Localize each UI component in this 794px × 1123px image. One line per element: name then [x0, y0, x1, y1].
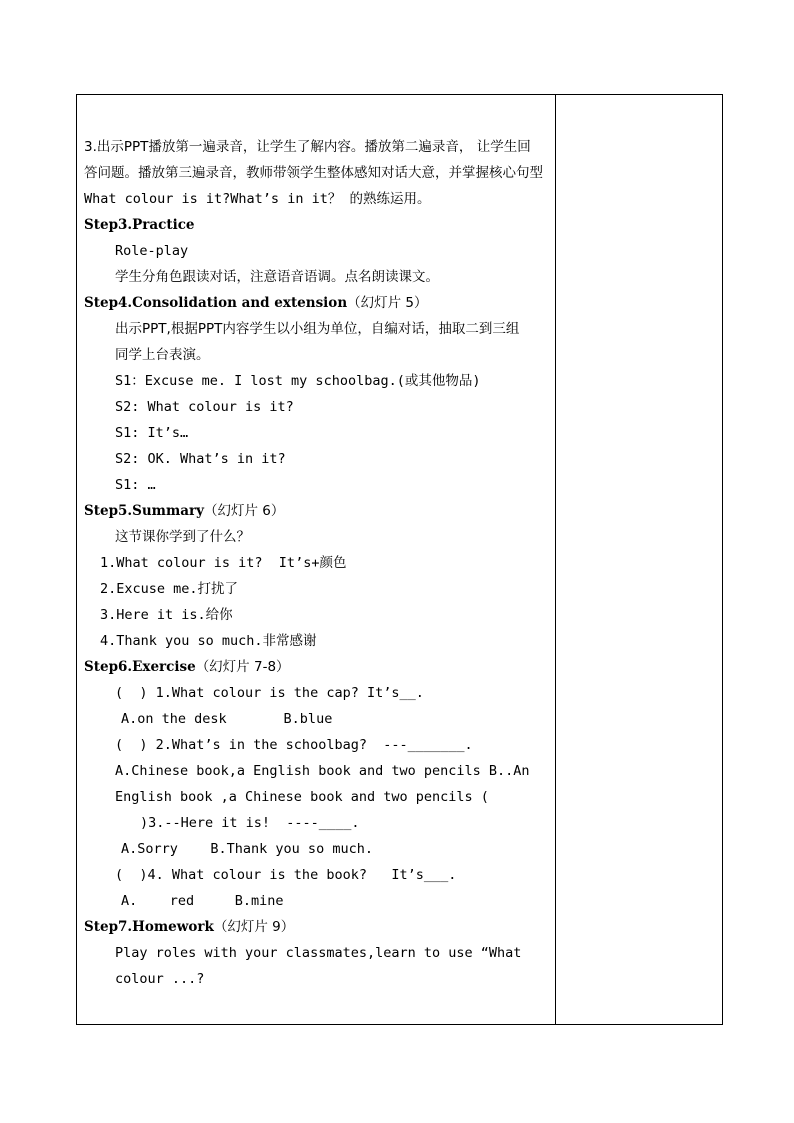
column-divider — [555, 94, 556, 1025]
step-title: Step7.Homework — [84, 919, 214, 935]
exercise-line: A. red B.mine — [121, 893, 284, 909]
exercise-line: English book ,a Chinese book and two pencils ( — [115, 789, 489, 805]
summary-item: 2.Excuse me.打扰了 — [100, 581, 239, 597]
text-line: colour ...? — [115, 971, 205, 987]
step-title: Step3.Practice — [84, 217, 195, 233]
exercise-line: )3.--Here it is! ----____. — [140, 815, 360, 831]
text-line: 同学上台表演。 — [115, 347, 210, 363]
summary-item: 1.What colour is it? It’s+颜色 — [100, 555, 347, 571]
dialogue-line: S1：Excuse me. I lost my schoolbag.(或其他物品) — [115, 373, 481, 389]
exercise-line: ( ) 2.What’s in the schoolbag? ---_______. — [115, 737, 473, 753]
step-title: Step4.Consolidation and extension — [84, 295, 348, 311]
summary-item: 3.Here it is.给你 — [100, 607, 233, 623]
dialogue-line: S2: OK. What’s in it? — [115, 451, 286, 467]
dialogue-line: S1: … — [115, 477, 156, 493]
slide-note: （幻灯片 5） — [347, 295, 428, 311]
step7-heading — [84, 914, 554, 940]
step-title: Step6.Exercise — [84, 659, 196, 675]
text-line: 学生分角色跟读对话，注意语音语调。点名朗读课文。 — [115, 269, 439, 285]
step4-heading — [84, 290, 554, 316]
text-line: Role-play — [115, 243, 189, 259]
dialogue-line: S2: What colour is it? — [115, 399, 294, 415]
dialogue-line: S1: It’s… — [115, 425, 189, 441]
text-line: Play roles with your classmates,learn to use “What — [115, 945, 522, 961]
text-line: 出示PPT,根据PPT内容学生以小组为单位，自编对话，抽取二到三组 — [115, 321, 520, 337]
step5-heading — [84, 498, 554, 524]
step6-heading — [84, 654, 554, 680]
text-line: What colour is it?What’s in it？ 的熟练运用。 — [84, 191, 431, 207]
step-title: Step5.Summary — [84, 503, 204, 519]
slide-note: （幻灯片 9） — [213, 919, 295, 935]
exercise-line: ( ) 1.What colour is the cap? It’s__. — [115, 685, 424, 701]
text-line: 这节课你学到了什么？ — [115, 529, 250, 545]
exercise-line: ( )4. What colour is the book? It’s___. — [115, 867, 457, 883]
step3-heading — [84, 212, 554, 238]
lesson-content — [84, 134, 554, 992]
exercise-line: A.Sorry B.Thank you so much. — [121, 841, 373, 857]
slide-note: （幻灯片 7-8） — [195, 659, 290, 675]
exercise-line: A.Chinese book,a English book and two pencils B..An — [115, 763, 530, 779]
slide-note: （幻灯片 6） — [203, 503, 285, 519]
text-line: 3.出示PPT播放第一遍录音，让学生了解内容。播放第二遍录音， 让学生回 — [84, 139, 531, 155]
text-line: 答问题。播放第三遍录音，教师带领学生整体感知对话大意，并掌握核心句型 — [84, 165, 543, 181]
exercise-line: A.on the desk B.blue — [121, 711, 333, 727]
summary-item: 4.Thank you so much.非常感谢 — [100, 633, 317, 649]
